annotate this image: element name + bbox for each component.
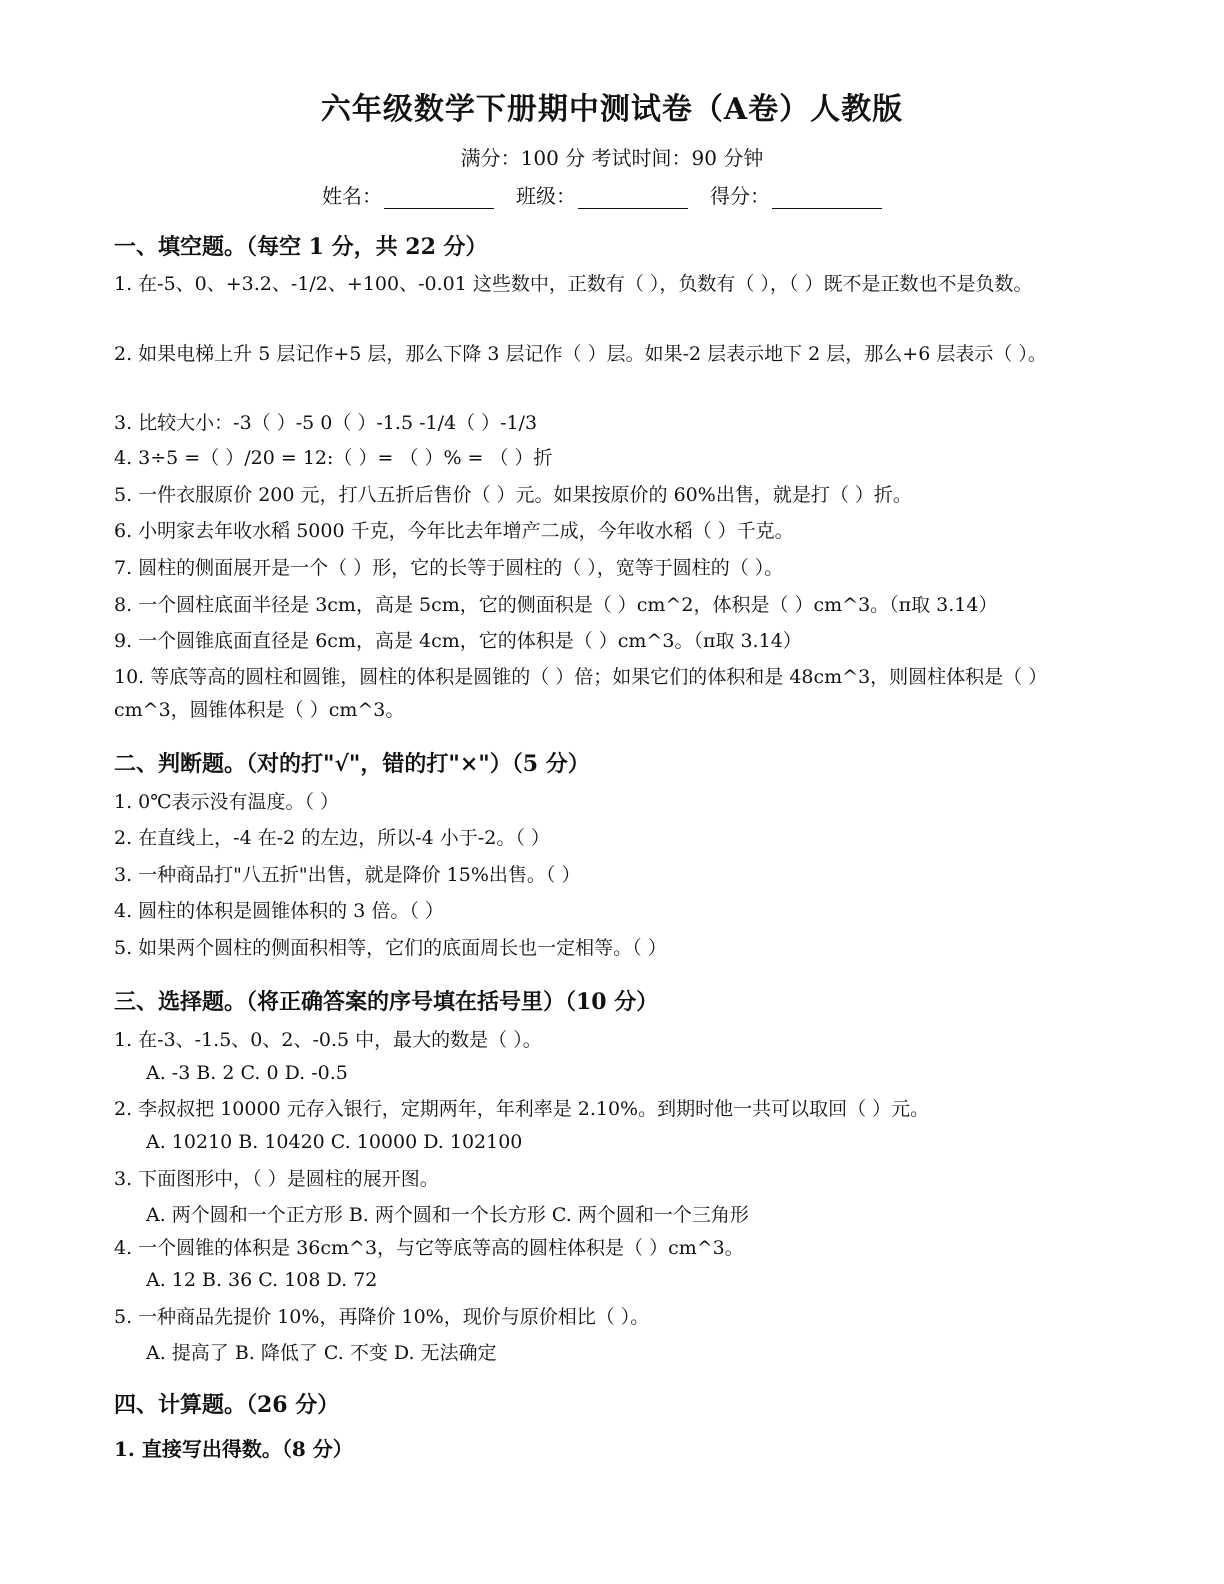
score-label: 得分： xyxy=(710,184,770,208)
question-1-1: 1. 在-5、0、+3.2、-1/2、+100、-0.01 这些数中，正数有（ ），负数有（ ），（ ）既不是正数也不是负数。 xyxy=(114,273,1033,295)
question-1-5: 5. 一件衣服原价 200 元，打八五折后售价（ ）元。如果按原价的 60%出售，就是打（ ）折。 xyxy=(114,484,912,506)
question-2-2: 2. 在直线上，-4 在-2 的左边，所以-4 小于-2。（ ） xyxy=(114,827,550,849)
name-blank[interactable] xyxy=(384,186,494,209)
name-field xyxy=(322,180,494,209)
class-label: 班级： xyxy=(516,184,576,208)
question-2-1: 1. 0℃表示没有温度。（ ） xyxy=(114,791,340,813)
class-blank[interactable] xyxy=(578,186,688,209)
question-3-2: 2. 李叔叔把 10000 元存入银行，定期两年，年利率是 2.10%。到期时他一共可以取回（ ）元。 xyxy=(114,1098,930,1120)
question-1-2: 2. 如果电梯上升 5 层记作+5 层，那么下降 3 层记作（ ）层。如果-2 层表示地下 2 层，那么+6 层表示（ ）。 xyxy=(114,343,1047,365)
question-1-8: 8. 一个圆柱底面半径是 3cm，高是 5cm，它的侧面积是（ ）cm^2，体积是（ ）cm^3。（π取 3.14） xyxy=(114,594,998,616)
section-heading-fill-blank: 一、填空题。（每空 1 分，共 22 分） xyxy=(114,234,488,260)
section-heading-calculation: 四、计算题。（26 分） xyxy=(114,1392,340,1418)
question-3-2-options: A. 10210 B. 10420 C. 10000 D. 102100 xyxy=(146,1131,523,1153)
question-1-4: 4. 3÷5 =（ ）/20 = 12:（ ）= （ ）% = （ ）折 xyxy=(114,447,553,469)
question-1-9: 9. 一个圆锥底面直径是 6cm，高是 4cm，它的体积是（ ）cm^3。（π取 3.14） xyxy=(114,630,802,652)
page-title: 六年级数学下册期中测试卷（A卷）人教版 xyxy=(320,92,904,127)
question-3-5-options: A. 提高了 B. 降低了 C. 不变 D. 无法确定 xyxy=(146,1342,497,1364)
class-field xyxy=(516,180,688,209)
question-1-7: 7. 圆柱的侧面展开是一个（ ）形，它的长等于圆柱的（ ），宽等于圆柱的（ ）。 xyxy=(114,557,784,579)
question-3-3: 3. 下面图形中，（ ）是圆柱的展开图。 xyxy=(114,1168,439,1190)
question-2-4: 4. 圆柱的体积是圆锥体积的 3 倍。（ ） xyxy=(114,900,444,922)
score-blank[interactable] xyxy=(772,186,882,209)
name-label: 姓名： xyxy=(322,184,382,208)
question-2-3: 3. 一种商品打"八五折"出售，就是降价 15%出售。（ ） xyxy=(114,864,581,886)
subsection-direct-answer: 1. 直接写出得数。（8 分） xyxy=(114,1437,353,1461)
section-heading-multiple-choice: 三、选择题。（将正确答案的序号填在括号里）（10 分） xyxy=(114,989,659,1015)
question-3-1-options: A. -3 B. 2 C. 0 D. -0.5 xyxy=(146,1062,348,1084)
question-3-5: 5. 一种商品先提价 10%，再降价 10%，现价与原价相比（ ）。 xyxy=(114,1306,650,1328)
exam-meta: 满分：100 分 考试时间：90 分钟 xyxy=(460,146,764,170)
question-1-6: 6. 小明家去年收水稻 5000 千克，今年比去年增产二成，今年收水稻（ ）千克。 xyxy=(114,520,794,542)
question-1-10: 10. 等底等高的圆柱和圆锥，圆柱的体积是圆锥的（ ）倍；如果它们的体积和是 48cm^3，则圆柱体积是（ ）cm^3，圆锥体积是（ ）cm^3。 xyxy=(114,666,1048,721)
question-3-3-options: A. 两个圆和一个正方形 B. 两个圆和一个长方形 C. 两个圆和一个三角形 xyxy=(146,1204,749,1226)
question-2-5: 5. 如果两个圆柱的侧面积相等，它们的底面周长也一定相等。（ ） xyxy=(114,937,667,959)
section-heading-true-false: 二、判断题。（对的打"√"，错的打"×"）（5 分） xyxy=(114,751,590,777)
student-info-fields xyxy=(322,180,904,209)
question-3-4: 4. 一个圆锥的体积是 36cm^3，与它等底等高的圆柱体积是（ ）cm^3。 xyxy=(114,1237,744,1259)
score-field xyxy=(710,180,882,209)
question-3-4-options: A. 12 B. 36 C. 108 D. 72 xyxy=(146,1269,378,1291)
question-3-1: 1. 在-3、-1.5、0、2、-0.5 中，最大的数是（ ）。 xyxy=(114,1029,542,1051)
question-1-3: 3. 比较大小：-3（ ）-5 0（ ）-1.5 -1/4（ ）-1/3 xyxy=(114,412,538,434)
